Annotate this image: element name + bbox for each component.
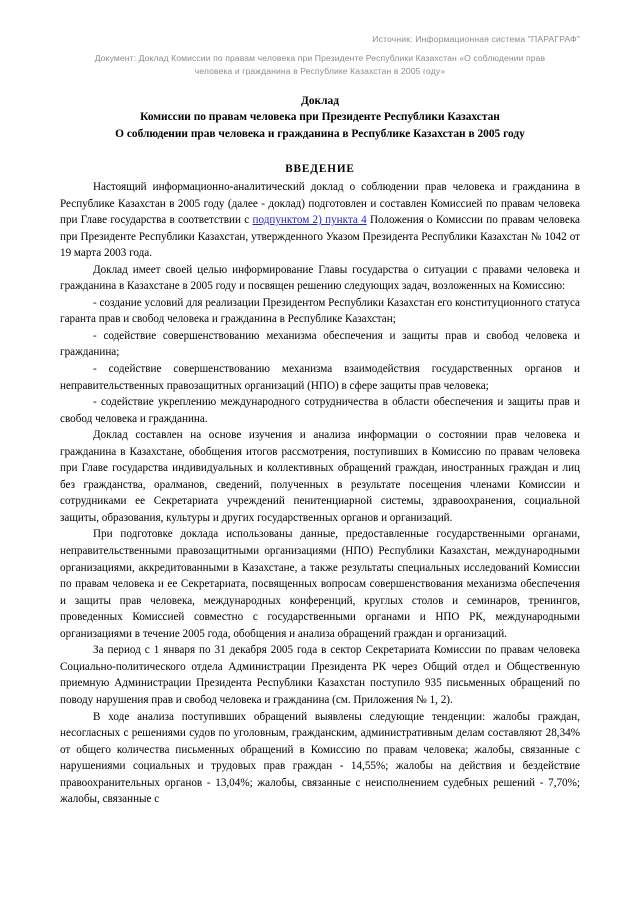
header-source-line: Источник: Информационная система "ПАРАГРАФ" bbox=[372, 34, 580, 44]
task-item-2: - содействие совершенствованию механизма обеспечения и защиты прав и свобод человека и гражданина; bbox=[60, 329, 580, 359]
paragraph-1-text-after-link: Положения о Комиссии по правам человека при Президенте Республики Казахстан, утвержденного Указом Президента Республики Казахстан № 1042 от 19 марта 2003 года. bbox=[60, 214, 581, 260]
paragraph-trends: В ходе анализа поступивших обращений выявлены следующие тенденции: жалобы граждан, несогласных с решениями судов по уголовным, гражданским, административным делам составляют 28,34% от общего количества письменных обращений в Комиссию по правам человека; жалобы, связанные с нарушениями социальных и трудовых прав граждан - 14,55%; жалобы на действия и бездействие правоохранительных органов - 13,04%; жалобы, связанные с неисполнением судебных решений - 7,70%; жалобы, связанные с bbox=[60, 710, 580, 806]
header-document-line: Документ: Доклад Комиссии по правам человека при Президенте Республики Казахстан «О соблюдении прав человека и гражданина в Республике Казахстан в 2005 году» bbox=[94, 52, 546, 76]
paragraph-2: Доклад имеет своей целью информирование Главы государства о ситуации с правами человека и гражданина в Казахстане в 2005 году и посвящен решению следующих задач, возложенных на Комиссию: bbox=[60, 263, 580, 293]
subparagraph-reference-link[interactable]: подпунктом 2) пункта 4 bbox=[252, 214, 367, 227]
task-item-4: - содействие укреплению международного сотрудничества в области обеспечения и защиты прав и свобод человека и гражданина. bbox=[60, 396, 580, 425]
paragraph-appeals-count: За период с 1 января по 31 декабря 2005 года в сектор Секретариата Комиссии по правам человека Социально-политического отдела Администрации Президента РК через Общий отдел и Общественную приемную Администрации Президента Республики Казахстан поступило 935 письменных обращений по поводу нарушения прав и свобод человека и гражданина (см. Приложения № 1, 2). bbox=[60, 644, 580, 706]
title-line-2: Комиссии по правам человека при Президенте Республики Казахстан bbox=[140, 111, 500, 123]
paragraph-1-text-before-link: Настоящий информационно-аналитический доклад о соблюдении прав человека и гражданина в Республике Казахстан в 2005 году (далее - доклад) подготовлен и составлен Комиссией по правам человека при Главе государства в соответствии с bbox=[60, 181, 580, 227]
document-title bbox=[0, 79, 640, 143]
title-line-3: О соблюдении прав человека и гражданина в Республике Казахстан в 2005 году bbox=[115, 127, 525, 140]
section-heading-introduction: ВВЕДЕНИЕ bbox=[285, 163, 355, 175]
task-item-3: - содействие совершенствованию механизма взаимодействия государственных органов и неправительственных правозащитных организаций (НПО) в сфере защиты прав человека; bbox=[60, 363, 580, 392]
title-line-1: Доклад bbox=[301, 94, 339, 107]
document-header bbox=[0, 0, 640, 79]
paragraph-1 bbox=[60, 179, 580, 262]
document-body bbox=[0, 179, 640, 808]
task-item-1: - создание условий для реализации Президентом Республики Казахстан его конституционного статуса гаранта прав и свобод человека и гражданина в Республике Казахстан; bbox=[60, 296, 580, 326]
paragraph-preparation: При подготовке доклада использованы данные, предоставленные государственными органами, неправительственными правозащитными организациями (НПО) Республики Казахстан, международными организациями, аккредитованными в Казахстане, а также результаты специальных исследований Комиссии по правам человека и ее Секретариата, посвященных вопросам совершенствования механизма обеспечения и защиты прав человека, международных конференций, круглых столов и семинаров, тренингов, проведенных Комиссией совместно с государственными органами и НПО РК, международными организациями в течение 2005 года, обобщения и анализа обращений граждан и организаций. bbox=[60, 528, 580, 640]
paragraph-sources: Доклад составлен на основе изучения и анализа информации о состоянии прав человека и гражданина в Казахстане, обобщения итогов рассмотрения, поступивших в Комиссию по правам человека при Главе государства индивидуальных и коллективных обращений граждан, иностранных граждан и лиц без гражданства, оралманов, сведений, полученных в результате посещения членами Комиссии и сотрудниками ее Секретариата учреждений пенитенциарной системы, здравоохранения, социальной защиты, образования, культуры и других государственных органов и организаций. bbox=[60, 429, 580, 524]
